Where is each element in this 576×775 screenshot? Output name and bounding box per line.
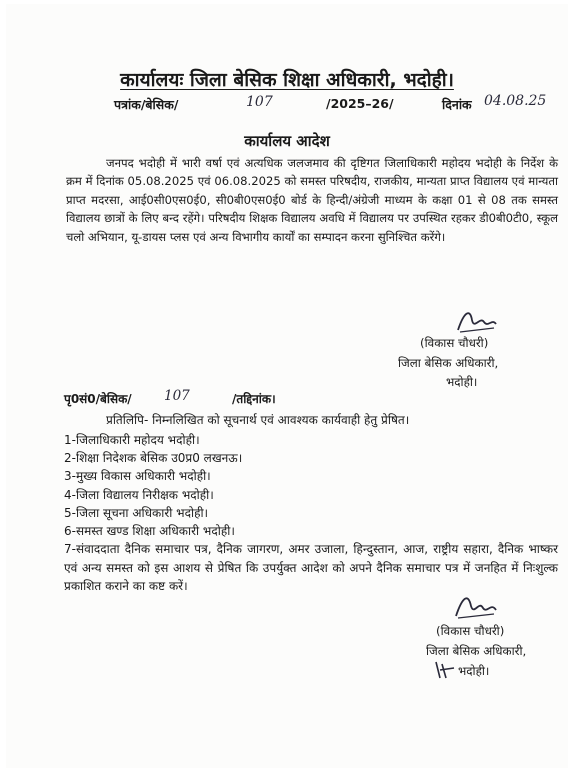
signature-block-1	[420, 334, 488, 352]
signature-scribble	[452, 590, 500, 622]
order-title: कार्यालय आदेश	[244, 132, 330, 150]
signatory-name: (विकास चौधरी)	[420, 336, 489, 350]
signatory-designation: जिला बेसिक अधिकारी,	[398, 356, 499, 370]
copy-number-label: पृ0सं0/बेसिक/	[64, 392, 132, 406]
signatory-designation: जिला बेसिक अधिकारी,	[426, 644, 527, 658]
document-page	[6, 4, 568, 768]
list-item: 4-जिला विद्यालय निरीक्षक भदोही।	[64, 487, 214, 502]
date-label: दिनांक	[442, 97, 472, 112]
signature-block-2-place	[458, 662, 489, 680]
list-item: 1-जिलाधिकारी महोदय भदोही।	[64, 433, 200, 447]
letter-number-label: पत्रांक/बेसिक/	[114, 97, 179, 112]
letter-number-handwritten: 107	[246, 94, 273, 110]
office-heading: कार्यालयः जिला बेसिक शिक्षा अधिकारी, भदोही।	[120, 69, 454, 91]
list-item: 7-संवाददाता दैनिक समाचार पत्र, दैनिक जागरण, अमर उजाला, हिन्दुस्तान, आज, राष्ट्रीय सहारा, दैनिक भाष्कर एवं अन्य समस्त को इस आशय से प्रेषित कि उपर्युक्त आदेश को अपने दैनिक समाचार पत्र में जनहित में निःशुल्क प्रकाशित कराने का कष्ट करें।	[64, 542, 558, 594]
initial-scribble	[432, 658, 458, 682]
list-item: 3-मुख्य विकास अधिकारी भदोही।	[64, 469, 211, 484]
order-body: जनपद भदोही में भारी वर्षा एवं अत्यधिक जलजमाव की दृष्टिगत जिलाधिकारी महोदय भदोही के निर्देश के क्रम में दिनांक 05.08.2025 एवं 06.08.2025 को समस्त परिषदीय, राजकीय, मान्यता प्राप्त विद्यालय एवं मान्यता प्राप्त मदरसा, आई0सी0एस0ई0, सी0बी0एस0ई0 बोर्ड के हिन्दी/अंग्रेजी माध्यम के कक्षा 01 से 08 तक समस्त विद्यालय छात्रों के लिए बन्द रहेंगे। परिषदीय शिक्षक विद्यालय अवधि में विद्यालय पर उपस्थित रहकर डी0बी0टी0, स्कूल चलो अभियान, यू-डायस प्लस एवं अन्य विभागीय कार्यों का सम्पादन करना सुनिश्चित करेंगे।	[66, 156, 558, 244]
signature-block-2	[436, 622, 504, 640]
list-item: 6-समस्त खण्ड शिक्षा अधिकारी भदोही।	[64, 524, 235, 539]
signature-block-1-place	[446, 373, 477, 391]
session-label: /2025–26/	[326, 96, 394, 111]
copy-number-handwritten: 107	[164, 388, 190, 404]
copy-date-suffix: /तद्दिनांक।	[232, 392, 276, 406]
signatory-place: भदोही।	[458, 664, 490, 678]
signatory-place: भदोही।	[446, 375, 478, 389]
copy-recipient-list	[64, 431, 558, 595]
signature-scribble	[454, 306, 500, 336]
copy-intro: प्रतिलिपि- निम्नलिखित को सूचनार्थ एवं आवश्यक कार्यवाही हेतु प्रेषित।	[106, 413, 410, 427]
list-item: 5-जिला सूचना अधिकारी भदोही।	[64, 505, 209, 520]
signature-block-1-designation	[398, 354, 498, 372]
list-item: 2-शिक्षा निदेशक बेसिक उ0प्र0 लखनऊ।	[64, 451, 243, 466]
date-handwritten: 04.08.25	[484, 93, 547, 109]
signatory-name: (विकास चौधरी)	[436, 624, 505, 638]
